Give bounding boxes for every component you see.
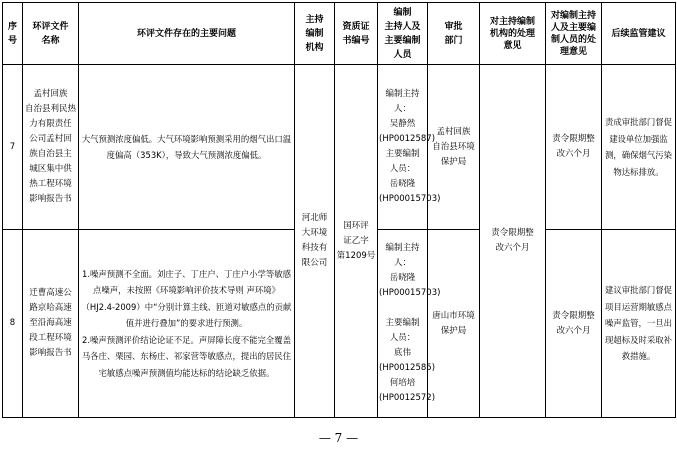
row-file-name: 孟村回族 自治县利民热 力有限责任 公司孟村回 族自治县主 城区集中供 热工程环境 影响报告书 xyxy=(23,65,79,230)
row-person-action: 责令限期整 改六个月 xyxy=(546,65,602,230)
row-problems: 1.噪声预测不全面。刘庄子、丁庄户、丁庄户小学等敏感点噪声，未按照《环境影响评价技术导则 声环境》（HJ2.4-2009）中“分别计算主线、匝道对敏感点的贡献值并进行叠加”的要求进行预测。 2.噪声预测评价结论论证不足。声屏障长度不能完全覆盖马各庄、栗园、东杨庄、祁家营等敏感点，提出的居民住宅敏感点噪声预测值均能达标的结论缺乏依据。 xyxy=(79,230,295,418)
row-suggestion: 建议审批部门督促项目运营期敏感点噪声监管，一旦出现超标及时采取补救措施。 xyxy=(602,230,676,418)
header-suggestion: 后续监管建议 xyxy=(602,3,676,65)
row-persons: 编制主持人： 岳晓隆 (HP00015703) 主要编制 人员： 底伟 (HP0012585) 何培培 (HP0012572) xyxy=(378,230,428,418)
row-seq: 8 xyxy=(3,230,23,418)
table-row xyxy=(3,65,676,230)
evaluation-table xyxy=(2,2,676,418)
row-persons: 编制主持人： 吴静然 (HP0012587) 主要编制 人员： 岳晓隆 (HP00015703) xyxy=(378,65,428,230)
shared-unit-action: 责令限期整 改六个月 xyxy=(480,65,546,418)
shared-host-unit: 河北师 大环境 科技有 限公司 xyxy=(295,65,335,418)
header-host-unit: 主持 编制 机构 xyxy=(295,3,335,65)
shared-cert: 国环评 证乙字 第1209号 xyxy=(335,65,378,418)
row-seq: 7 xyxy=(3,65,23,230)
header-persons: 编制 主持人及 主要编制 人员 xyxy=(378,3,428,65)
header-problems: 环评文件存在的主要问题 xyxy=(79,3,295,65)
header-file-name: 环评文件 名称 xyxy=(23,3,79,65)
page-number: — 7 — xyxy=(318,431,359,445)
row-suggestion: 责成审批部门督促建设单位加强监测，确保烟气污染物达标排放。 xyxy=(602,65,676,230)
row-person-action: 责令限期整 改六个月 xyxy=(546,230,602,418)
header-unit-action: 对主持编制 机构的处理 意见 xyxy=(480,3,546,65)
row-approval: 唐山市环境 保护局 xyxy=(428,230,480,418)
header-seq: 序 号 xyxy=(3,3,23,65)
row-approval: 孟村回族 自治县环境 保护局 xyxy=(428,65,480,230)
header-cert: 资质证 书编号 xyxy=(335,3,378,65)
header-approval: 审批 部门 xyxy=(428,3,480,65)
header-row xyxy=(3,3,676,65)
row-file-name: 迁曹高速公 路京哈高速 至沿海高速 段工程环境 影响报告书 xyxy=(23,230,79,418)
header-person-action: 对编制主持 人及主要编 制人员的处 理意见 xyxy=(546,3,602,65)
row-problems: 大气预测浓度偏低。大气环境影响预测采用的烟气出口温度偏高（353K），导致大气预测浓度偏低。 xyxy=(79,65,295,230)
